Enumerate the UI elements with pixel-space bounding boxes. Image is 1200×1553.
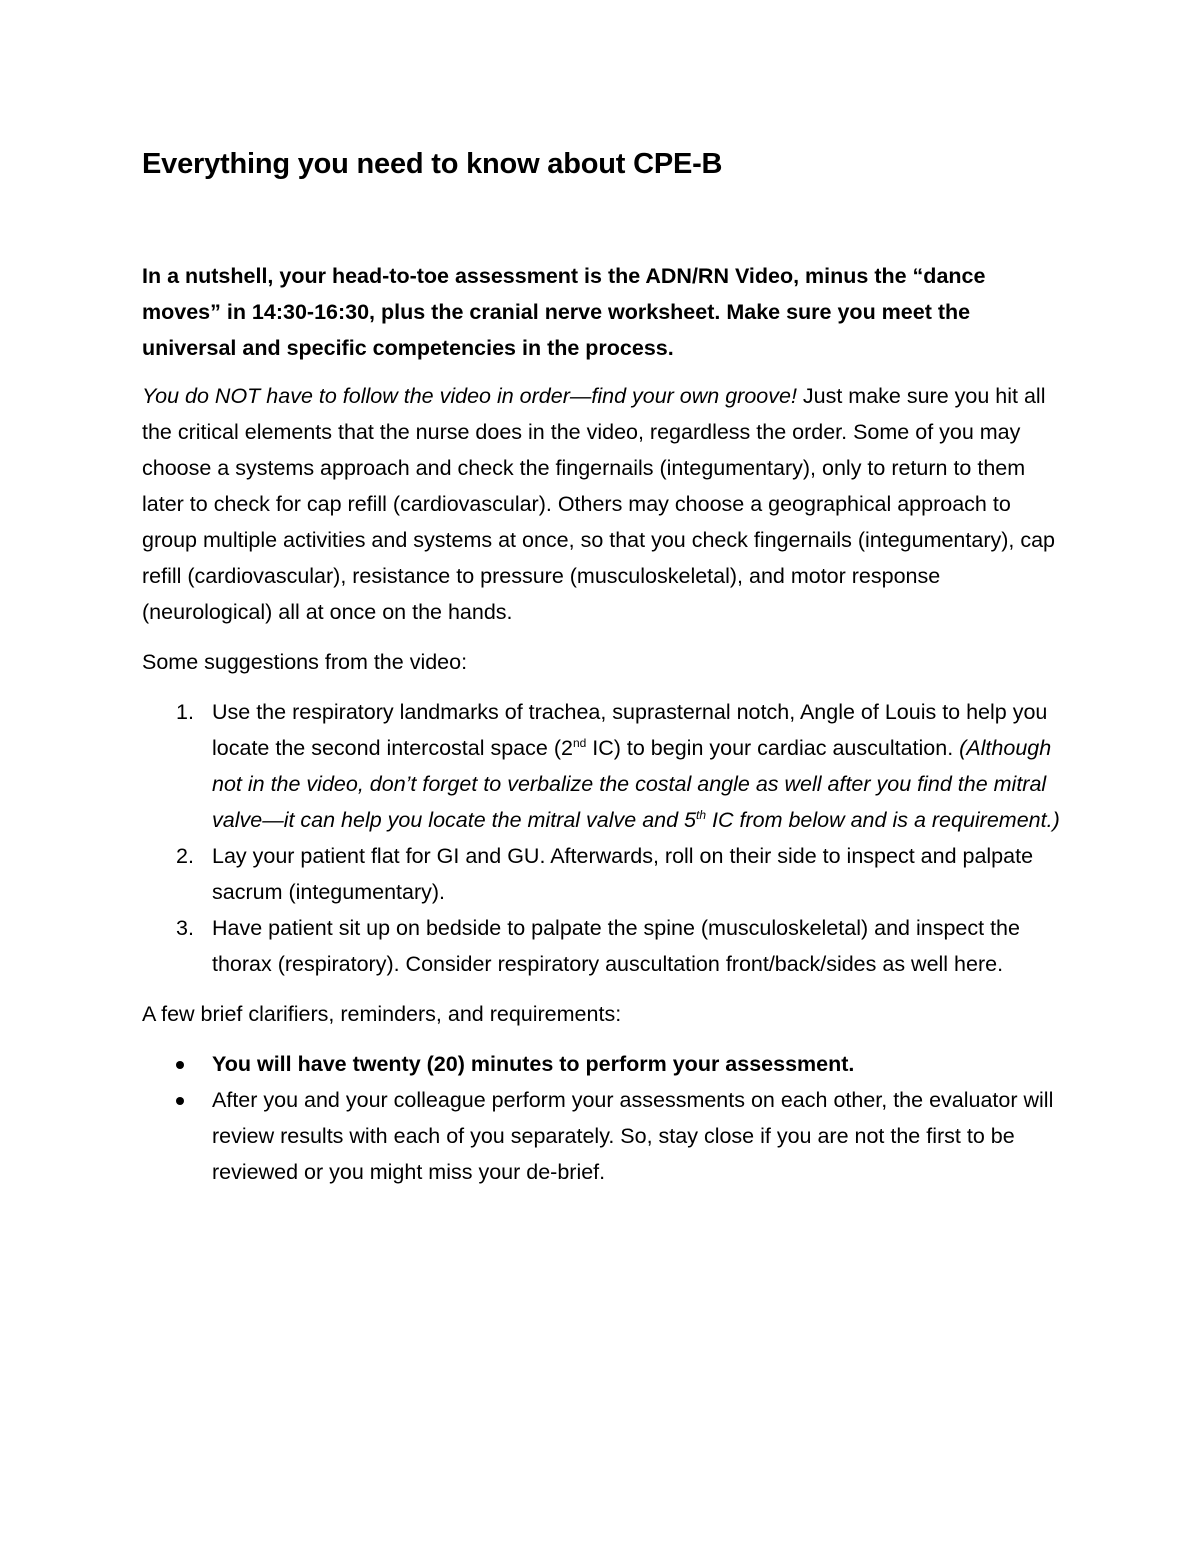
order-note-italic: You do NOT have to follow the video in order—find your own groove!: [142, 384, 797, 408]
document-title: Everything you need to know about CPE-B: [142, 148, 723, 180]
list-item: [142, 838, 1062, 910]
requirement-text: After you and your colleague perform your assessments on each other, the evaluator will review results with each of you separately. So, stay close if you are not the first to be reviewed or you might miss your de-brief.: [212, 1088, 1054, 1184]
list-item: [142, 694, 1062, 838]
list-item: [142, 910, 1062, 982]
suggestion-text: Use the respiratory landmarks of trachea, suprasternal notch, Angle of Louis to help you locate the second intercostal space (2: [212, 700, 1048, 760]
suggestion-text: Have patient sit up on bedside to palpate the spine (musculoskeletal) and inspect the thorax (respiratory). Consider respiratory auscultation front/back/sides as well here.: [212, 916, 1020, 976]
order-note-paragraph: [142, 378, 1062, 630]
bullet-icon: [176, 1097, 184, 1105]
list-number: 3.: [176, 916, 194, 940]
order-note-text: Just make sure you hit all the critical elements that the nurse does in the video, regardless the order. Some of you may choose a systems approach and check the fingernails (integumentary), only to return to them later to check for cap refill (cardiovascular). Others may choose a geographical approach to group multiple activities and systems at once, so that you check fingernails (integumentary), cap refill (cardiovascular), resistance to pressure (musculoskeletal), and motor response (neurological) all at once on the hands.: [142, 384, 1056, 624]
ordinal-suffix: th: [696, 807, 707, 822]
list-item: [142, 1046, 1062, 1082]
bullet-icon: [176, 1061, 184, 1069]
list-number: 1.: [176, 700, 194, 724]
list-number: 2.: [176, 844, 194, 868]
suggestion-text: IC) to begin your cardiac auscultation.: [586, 736, 960, 760]
suggestion-text: Lay your patient flat for GI and GU. Afterwards, roll on their side to inspect and palpate sacrum (integumentary).: [212, 844, 1034, 904]
ordinal-suffix: nd: [572, 735, 587, 750]
suggestion-italic-note: IC from below and is a requirement.): [706, 808, 1060, 832]
list-item: [142, 1082, 1062, 1190]
intro-paragraph: In a nutshell, your head-to-toe assessment is the ADN/RN Video, minus the “dance moves” in 14:30-16:30, plus the cranial nerve worksheet. Make sure you meet the universal and specific competencies in the process.: [142, 264, 986, 360]
requirement-text: You will have twenty (20) minutes to perform your assessment.: [212, 1052, 855, 1076]
suggestions-heading: Some suggestions from the video:: [142, 650, 468, 674]
document-page: [142, 140, 1062, 1204]
requirements-heading: A few brief clarifiers, reminders, and requirements:: [142, 1002, 622, 1026]
suggestion-italic-note: (Although not in the video, don’t forget to verbalize the costal angle as well after you find the mitral valve—it can help you locate the mitral valve and 5: [212, 736, 1052, 832]
suggestions-list: [142, 694, 1062, 982]
requirements-list: [142, 1046, 1062, 1190]
